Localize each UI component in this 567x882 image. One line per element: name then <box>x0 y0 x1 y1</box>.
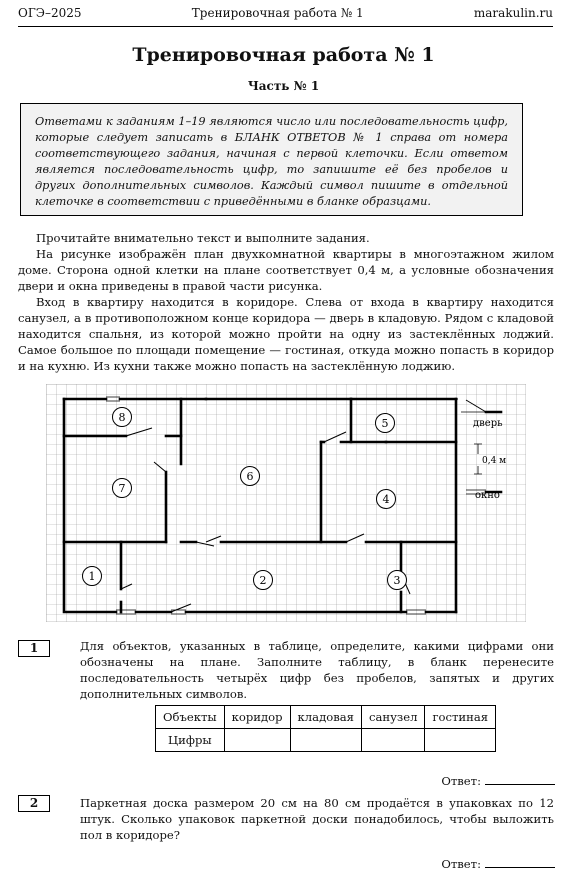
header-title: Тренировочная работа № 1 <box>191 6 364 20</box>
answer-label: Ответ: <box>441 857 481 871</box>
legend-door: дверь <box>473 418 503 429</box>
answer-label: Ответ: <box>441 774 481 788</box>
room-number-7: 7 <box>118 482 126 495</box>
paragraph-1: На рисунке изображён план двухкомнатной квартиры в многоэтажном жилом доме. Сторона одной клетки на плане соответствует 0,4 м, а условные обозначения двери и окна приведены в правой части рисунка. <box>18 247 554 293</box>
answer-cell-living-room[interactable] <box>425 729 496 752</box>
table-header-living-room: гостиная <box>425 706 496 729</box>
table-header-corridor: коридор <box>224 706 290 729</box>
table-header-bathroom: санузел <box>361 706 425 729</box>
table-row <box>156 729 496 752</box>
instruction-box: Ответами к заданиям 1–19 являются число или последовательность цифр, которые следует записать в БЛАНК ОТВЕТОВ № 1 справа от номера соответствующего задания, начиная с первой клеточки. Если ответом является последовательность цифр, то запишите её без пробелов и других дополнительных символов. Каждый символ пишите в отдельной клеточке в соответствии с приведёнными в бланке образцами. <box>20 103 523 216</box>
task-text <box>18 230 554 374</box>
apartment-plan <box>46 384 526 622</box>
header-exam: ОГЭ–2025 <box>18 6 82 20</box>
answer-cell-storage[interactable] <box>290 729 361 752</box>
room-number-3: 3 <box>393 574 401 587</box>
room-number-1: 1 <box>88 570 96 583</box>
question-2-number: 2 <box>18 795 50 812</box>
question-1-number: 1 <box>18 640 50 657</box>
intro-text: Прочитайте внимательно текст и выполните задания. <box>36 231 370 245</box>
room-number-2: 2 <box>259 574 267 587</box>
table-header-objects: Объекты <box>156 706 225 729</box>
header-site: marakulin.ru <box>473 6 553 20</box>
question-2-text: Паркетная доска размером 20 см на 80 см продаётся в упаковках по 12 штук. Сколько упаковок паркетной доски понадобилось, чтобы выложить пол в коридоре? <box>80 796 554 842</box>
room-number-4: 4 <box>382 493 390 506</box>
room-number-6: 6 <box>246 470 254 483</box>
table-header-storage: кладовая <box>290 706 361 729</box>
answer-blank[interactable] <box>485 867 555 868</box>
part-title: Часть № 1 <box>247 79 320 93</box>
header-divider <box>18 26 553 27</box>
question-1-text: Для объектов, указанных в таблице, определите, какими цифрами они обозначены на плане. Заполните таблицу, в бланк перенесите последовательность четырёх цифр без пробелов, запятых и других дополнительных символов. <box>80 639 554 701</box>
answer-line-2[interactable] <box>441 857 555 871</box>
answer-cell-bathroom[interactable] <box>361 729 425 752</box>
table-header-row <box>156 706 496 729</box>
room-number-8: 8 <box>118 411 126 424</box>
page-title: Тренировочная работа № 1 <box>132 44 435 66</box>
table-row-label: Цифры <box>156 729 225 752</box>
answer-table <box>155 705 496 752</box>
page-header <box>18 6 553 24</box>
answer-line-1[interactable] <box>441 774 555 788</box>
paragraph-2: Вход в квартиру находится в коридоре. Слева от входа в квартиру находится санузел, а в противоположном конце коридора — дверь в кладовую. Рядом с кладовой находится спальня, из которой можно пройти на одну из застеклённых лоджий. Самое большое по площади помещение — гостиная, откуда можно попасть в коридор и на кухню. Из кухни также можно попасть на застеклённую лоджию. <box>18 295 554 373</box>
legend-scale: 0,4 м <box>482 456 507 466</box>
room-number-5: 5 <box>381 417 389 430</box>
answer-cell-corridor[interactable] <box>224 729 290 752</box>
legend-window: окно <box>475 490 500 501</box>
answer-blank[interactable] <box>485 784 555 785</box>
